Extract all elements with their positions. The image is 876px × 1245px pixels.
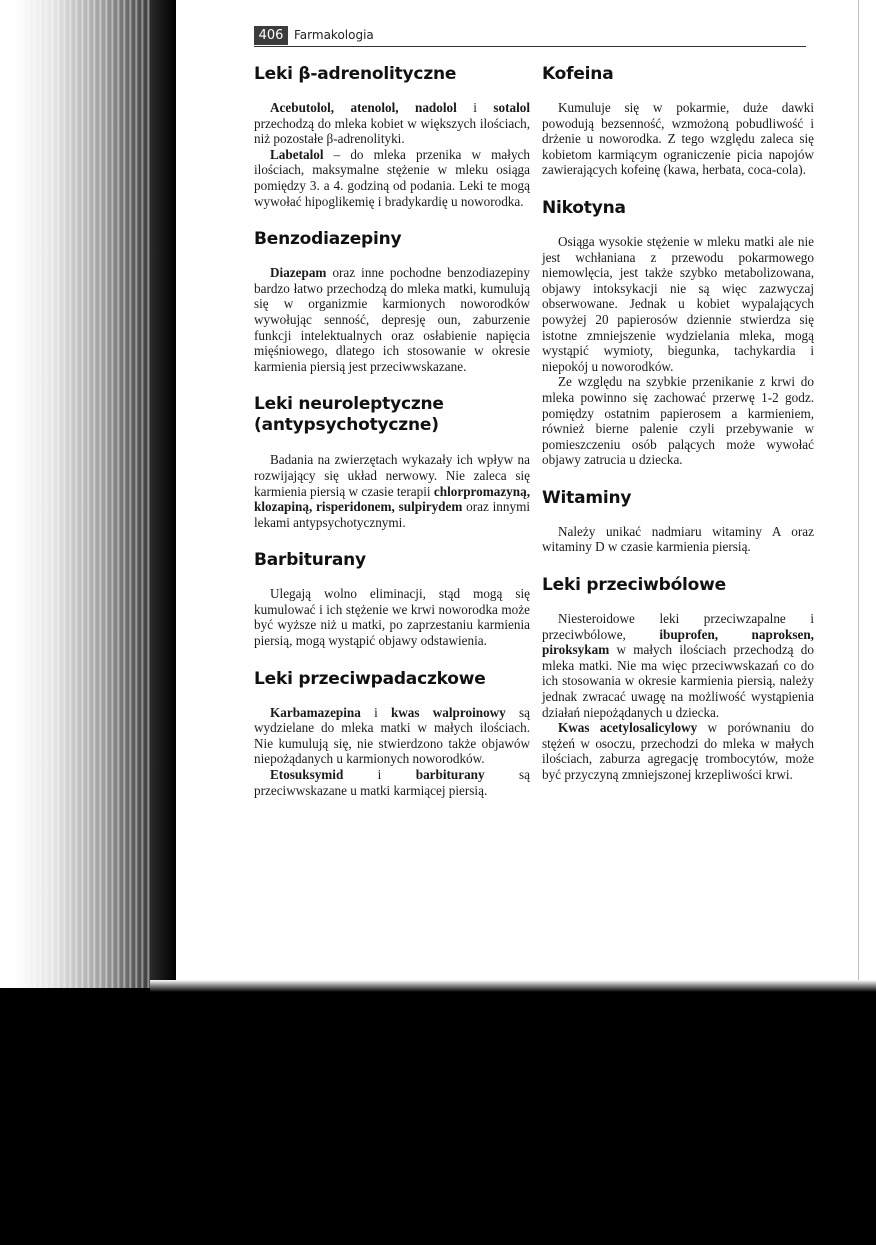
- drug-name: chlorpromazyną, klozapiną, risperidonem, sulpirydem: [254, 483, 530, 515]
- page-edge-line: [858, 0, 859, 990]
- section-barbiturates: [254, 550, 530, 648]
- drug-name: ibuprofen, naproksen, piroksykam: [542, 626, 814, 658]
- drug-name: Kwas acetylosalicylowy: [558, 720, 698, 736]
- paragraph: [542, 611, 814, 720]
- section-heading: [254, 394, 530, 436]
- paragraph: Należy unikać nadmiaru witaminy A oraz witaminy D w czasie karmienia piersią.: [542, 523, 814, 555]
- paragraph: [542, 720, 814, 782]
- paragraph: [254, 705, 530, 767]
- section-heading: Witaminy: [542, 487, 632, 508]
- text: przechodzą do mleka kobiet w większych ilościach, niż pozostałe β-adrenolityki.: [254, 115, 530, 147]
- text: i: [343, 767, 416, 783]
- text: Niesteroidowe leki przeciwzapalne i przeciwbólowe,: [542, 611, 814, 642]
- drug-name: kwas walproinowy: [390, 704, 506, 720]
- section-heading: Benzodiazepiny: [254, 229, 402, 250]
- text: oraz inne pochodne benzodiazepiny bardzo łatwo przechodzą do mleka matki, kumulują się w organizmie karmionych noworodków wywołując senność, depresję oun, zaburzenie funkcji intelektualnych oraz osłabienie napięcia mięśniowego, dlatego ich stosowanie w okresie karmienia piersią jest przeciwwskazane.: [254, 265, 530, 374]
- paragraph: [254, 147, 530, 209]
- paragraph: [254, 452, 530, 530]
- paragraph: Kumuluje się w pokarmie, duże dawki powodują bezsenność, wzmożoną pobudliwość i drżenie u noworodka. Z tego względu zaleca się kobietom karmiącym ograniczenie picia napojów zawierających kofeinę (kawa, herbata, coca-cola).: [542, 100, 814, 178]
- text: i: [456, 100, 494, 115]
- section-caffeine: [542, 64, 814, 178]
- paragraph: Ulegają wolno eliminacji, stąd mogą się kumulować i ich stężenie we krwi noworodka może być wyższe niż u matki, po zaprzestaniu karmienia piersią, mogą wystąpić objawy odstawienia.: [254, 586, 530, 649]
- drug-name: sotalol: [493, 100, 530, 115]
- paragraph: [254, 767, 530, 798]
- section-analgesics: [542, 575, 814, 783]
- left-column: [254, 64, 530, 818]
- section-benzodiazepines: [254, 229, 530, 374]
- scan-background: [0, 988, 876, 1245]
- paragraph: Osiąga wysokie stężenie w mleku matki ale nie jest wchłaniana z przewodu pokarmowego niemowlęcia, jest także szybko metabolizowana, objawy intoksykacji nie są więc zazwyczaj obserwowane. Jednak u kobiet wypalających powyżej 20 papierosów dziennie stwierdza się istotne zmniejszenie wydzielania mleka, mogą wystąpić wymioty, biegunka, tachykardia i niepokój u noworodków.: [542, 233, 814, 374]
- section-heading: Kofeina: [542, 64, 614, 84]
- right-column: [542, 64, 814, 803]
- drug-name: Diazepam: [270, 265, 327, 281]
- drug-name: Acebutolol, atenolol, nadolol: [270, 100, 457, 115]
- drug-name: barbiturany: [415, 767, 485, 783]
- heading-line: Leki neuroleptyczne: [254, 394, 444, 415]
- section-heading: Leki przeciwpadaczkowe: [254, 668, 486, 689]
- page-number: 406: [254, 26, 288, 45]
- running-title: Farmakologia: [294, 28, 374, 42]
- section-beta-blockers: [254, 64, 530, 209]
- drug-name: Labetalol: [270, 146, 324, 162]
- section-antiepileptics: [254, 669, 530, 799]
- text: w małych ilościach przechodzą do mleka matki. Nie ma więc przeciwwskazań co do ich stosowania w okresie karmienia piersią, należy jednak zwracać uwagę na możliwość wystąpienia działań niepożądanych u dziecka.: [542, 642, 814, 720]
- section-vitamins: [542, 488, 814, 555]
- text: są wydzielane do mleka matki w małych ilościach. Nie kumulują się, nie stwierdzono także objawów niepożądanych u karmionych noworodków.: [254, 704, 530, 767]
- drug-name: Etosuksymid: [270, 767, 344, 783]
- text: w porównaniu do stężeń w osoczu, przechodzi do mleka w małych ilościach, zaburza agregację trombocytów, może być przyczyną zmniejszonej krzepliwości krwi.: [542, 720, 814, 782]
- paragraph: [254, 100, 530, 147]
- text: oraz innymi lekami antypsychotycznymi.: [254, 499, 531, 530]
- page-header: [254, 26, 806, 47]
- book-gutter: [150, 0, 176, 1000]
- paragraph: Ze względu na szybkie przenikanie z krwi do mleka powinno się zachować przerwę 1-2 godz. pomiędzy ostatnim papierosem a karmieniem, również bierne palenie czyli przebywanie w pomieszczeniu osób palących może wywołać objawy zatrucia u dziecka.: [542, 374, 814, 468]
- section-heading: Leki β-adrenolityczne: [254, 64, 457, 84]
- text: – do mleka przenika w małych ilościach, maksymalne stężenie w mleku osiąga pomiędzy 3. a 4. godziną od podania. Leki te mogą wywołać hipoglikemię i bradykardię u noworodka.: [254, 146, 530, 209]
- text: są przeciwwskazane u matki karmiącej piersią.: [254, 767, 530, 798]
- paragraph: [254, 265, 530, 374]
- book-spine-shadow: [0, 0, 172, 1000]
- section-neuroleptics: [254, 394, 530, 530]
- text: Badania na zwierzętach wykazały ich wpływ na rozwijający się układ nerwowy. Nie zaleca się karmienia piersią w czasie terapii: [254, 452, 530, 499]
- drug-name: Karbamazepina: [270, 704, 361, 720]
- section-heading: Nikotyna: [542, 197, 626, 218]
- heading-line: (antypsychotyczne): [254, 415, 439, 436]
- section-heading: Barbiturany: [254, 550, 366, 571]
- section-nicotine: [542, 198, 814, 468]
- text: i: [360, 704, 391, 720]
- section-heading: Leki przeciwbólowe: [542, 575, 726, 596]
